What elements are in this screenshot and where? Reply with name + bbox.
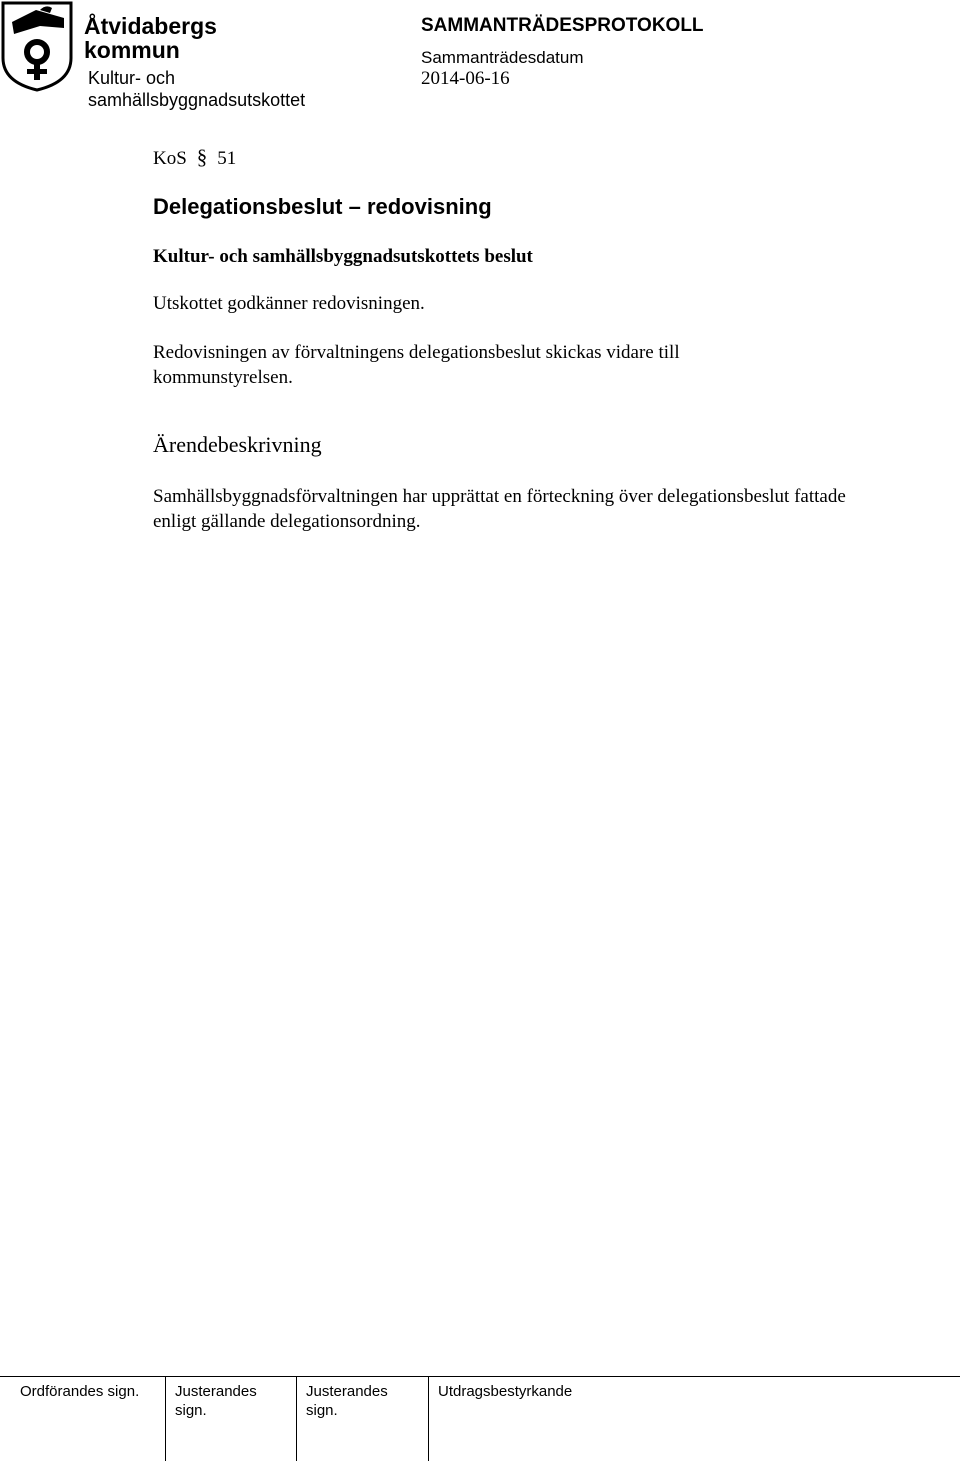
decision-item: Redovisningen av förvaltningens delegationsbeslut skickas vidare till kommunstyrelsen. <box>153 342 680 388</box>
signature-divider <box>0 1376 960 1377</box>
paragraph-prefix: KoS <box>153 148 187 169</box>
meeting-date-label: Sammanträdesdatum <box>421 48 584 67</box>
chair-signature-label: Ordförandes sign. <box>20 1383 140 1400</box>
section-heading: Ärendebeskrivning <box>153 432 322 457</box>
committee-line1: Kultur- och <box>88 68 176 88</box>
adjuster-label-line1: Justerandes <box>175 1383 257 1400</box>
section-symbol: § <box>196 145 208 169</box>
decision-item: Utskottet godkänner redovisningen. <box>153 293 425 314</box>
org-name <box>84 14 217 62</box>
adjuster-label-line2: sign. <box>175 1402 207 1419</box>
org-name-line1: Åtvidabergs <box>84 13 217 39</box>
committee-line2: samhällsbyggnadsutskottet <box>88 90 306 110</box>
paragraph-number <box>153 145 236 170</box>
adjuster-signature-label <box>175 1382 257 1420</box>
signature-column-divider <box>296 1376 297 1461</box>
signature-column-divider <box>165 1376 166 1461</box>
municipal-crest-icon <box>0 0 74 92</box>
description-text: Samhällsbyggnadsförvaltningen har upprättat en förteckning över delegationsbeslut fattade enligt gällande delegationsordning. <box>153 486 846 532</box>
meeting-date-value: 2014-06-16 <box>421 68 510 89</box>
decision-heading: Kultur- och samhällsbyggnadsutskottets beslut <box>153 246 533 267</box>
committee-name <box>88 67 305 111</box>
certification-signature-label: Utdragsbestyrkande <box>438 1383 573 1400</box>
org-name-line2: kommun <box>84 37 180 63</box>
adjuster-label-line2: sign. <box>306 1402 338 1419</box>
signature-column-divider <box>428 1376 429 1461</box>
paragraph-value: 51 <box>217 148 237 169</box>
adjuster-signature-label <box>306 1382 388 1420</box>
page-title: Delegationsbeslut – redovisning <box>153 194 492 219</box>
adjuster-label-line1: Justerandes <box>306 1383 388 1400</box>
document-type: SAMMANTRÄDESPROTOKOLL <box>421 15 704 36</box>
